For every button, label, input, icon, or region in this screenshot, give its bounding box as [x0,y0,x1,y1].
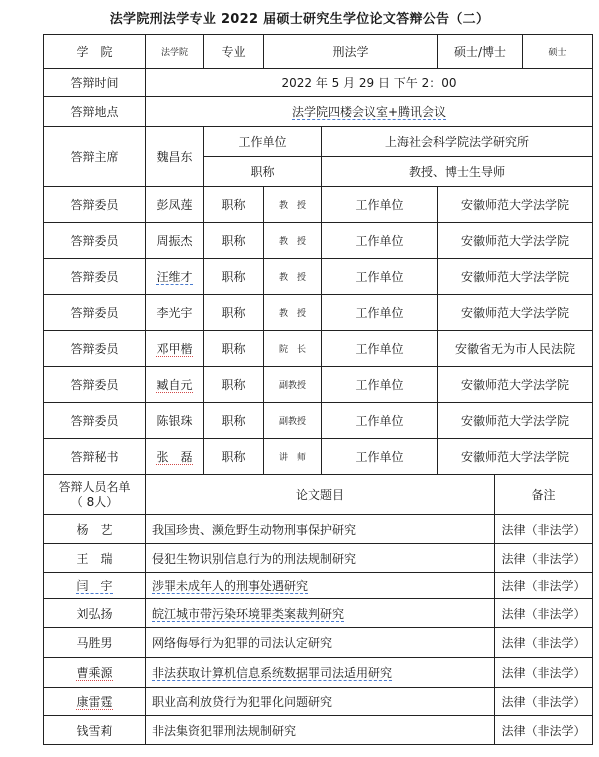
candidate-name-text: 曹乘源 [76,666,113,680]
candidate-topic: 侵犯生物识别信息行为的刑法规制研究 [146,544,495,573]
member-title-label: 职称 [204,331,264,367]
major-value: 刑法学 [264,35,438,69]
member-title: 教 授 [264,187,322,223]
member-unit-label: 工作单位 [322,259,438,295]
candidate-row [44,688,593,716]
member-unit: 安徽师范大学法学院 [438,295,593,331]
member-name [146,331,204,367]
member-name: 李光宇 [146,295,204,331]
member-title: 教 授 [264,223,322,259]
college-value: 法学院 [146,35,204,69]
candidate-name [44,658,146,688]
candidate-topic: 网络侮辱行为犯罪的司法认定研究 [146,628,495,658]
candidate-topic-text: 涉罪未成年人的刑事处遇研究 [152,579,309,593]
member-unit-label: 工作单位 [322,367,438,403]
member-unit: 安徽师范大学法学院 [438,223,593,259]
member-name-text: 邓甲楷 [156,342,193,356]
candidate-note: 法律（非法学） [495,599,593,628]
note-header: 备注 [495,475,593,515]
member-unit: 安徽师范大学法学院 [438,403,593,439]
candidate-name: 钱雪莉 [44,716,146,745]
candidate-row [44,716,593,745]
degree-label: 硕士/博士 [438,35,523,69]
member-row [44,403,593,439]
candidate-name: 杨 艺 [44,515,146,544]
member-name [146,367,204,403]
member-name: 周振杰 [146,223,204,259]
member-title: 副教授 [264,367,322,403]
member-title-label: 职称 [204,223,264,259]
member-row [44,439,593,475]
candidate-topic-text: 皖江城市带污染环境罪类案裁判研究 [152,606,345,621]
candidate-row [44,658,593,688]
member-title: 教 授 [264,259,322,295]
chair-title-label: 职称 [204,157,322,187]
chair-name: 魏昌东 [146,127,204,187]
candidate-note: 法律（非法学） [495,688,593,716]
candidate-note: 法律（非法学） [495,515,593,544]
member-name [146,259,204,295]
candidate-name: 王 瑞 [44,544,146,573]
member-title-label: 职称 [204,439,264,475]
member-unit-label: 工作单位 [322,187,438,223]
member-unit-label: 工作单位 [322,223,438,259]
candidate-topic-text: 非法获取计算机信息系统数据罪司法适用研究 [152,666,393,680]
member-unit-label: 工作单位 [322,403,438,439]
member-title-label: 职称 [204,403,264,439]
member-name: 陈银珠 [146,403,204,439]
member-unit-label: 工作单位 [322,331,438,367]
member-name-text: 张 磊 [156,450,193,464]
member-title-label: 职称 [204,259,264,295]
candidate-topic [146,658,495,688]
place-label: 答辩地点 [44,97,146,127]
candidate-row [44,515,593,544]
candidates-label [44,475,146,515]
degree-value: 硕士 [523,35,593,69]
member-title: 副教授 [264,403,322,439]
candidate-name [44,573,146,599]
chair-unit-label: 工作单位 [204,127,322,157]
member-unit: 安徽师范大学法学院 [438,259,593,295]
member-title-label: 职称 [204,367,264,403]
candidate-topic: 职业高利放贷行为犯罪化问题研究 [146,688,495,716]
member-title: 院 长 [264,331,322,367]
time-label: 答辩时间 [44,69,146,97]
defense-announcement-table [43,34,593,745]
candidate-topic: 我国珍贵、濒危野生动物刑事保护研究 [146,515,495,544]
candidate-name: 马胜男 [44,628,146,658]
candidate-name [44,688,146,716]
member-title: 教 授 [264,295,322,331]
member-row [44,259,593,295]
candidate-row [44,599,593,628]
member-unit-label: 工作单位 [322,295,438,331]
chair-title-value: 教授、博士生导师 [322,157,593,187]
candidate-topic [146,573,495,599]
chair-row [44,127,593,157]
place-value [146,97,593,127]
member-unit-label: 工作单位 [322,439,438,475]
page-title: 法学院刑法学专业 2022 届硕士研究生学位论文答辩公告（二） [109,12,490,27]
candidate-name-text: 康雷霆 [76,695,113,709]
member-name-text: 臧自元 [156,378,193,392]
time-row [44,69,593,97]
member-role: 答辩委员 [44,223,146,259]
place-row [44,97,593,127]
college-row [44,35,593,69]
candidate-topic: 非法集资犯罪刑法规制研究 [146,716,495,745]
member-name-text: 汪维才 [156,270,193,284]
member-title: 讲 师 [264,439,322,475]
member-row [44,187,593,223]
candidates-label-line2: （ 8人） [70,494,119,509]
member-title-label: 职称 [204,187,264,223]
chair-label: 答辩主席 [44,127,146,187]
candidate-row [44,544,593,573]
member-unit: 安徽师范大学法学院 [438,187,593,223]
member-unit: 安徽师范大学法学院 [438,439,593,475]
college-label: 学 院 [44,35,146,69]
major-label: 专业 [204,35,264,69]
candidate-name: 刘弘扬 [44,599,146,628]
member-role: 答辩委员 [44,331,146,367]
member-unit: 安徽师范大学法学院 [438,367,593,403]
candidate-name-text: 闫 宇 [76,579,113,593]
candidate-note: 法律（非法学） [495,544,593,573]
candidate-topic [146,599,495,628]
candidate-note: 法律（非法学） [495,573,593,599]
member-role: 答辩秘书 [44,439,146,475]
candidate-row [44,573,593,599]
member-title-label: 职称 [204,295,264,331]
candidates-label-line1: 答辩人员名单 [58,479,131,494]
member-row [44,367,593,403]
member-row [44,331,593,367]
member-unit: 安徽省无为市人民法院 [438,331,593,367]
candidate-row [44,628,593,658]
place-value-text: 法学院四楼会议室+腾讯会议 [291,105,447,119]
member-name [146,439,204,475]
time-value: 2022 年 5 月 29 日 下午 2：00 [146,69,593,97]
candidate-note: 法律（非法学） [495,716,593,745]
candidates-header-row [44,475,593,515]
member-role: 答辩委员 [44,187,146,223]
candidate-note: 法律（非法学） [495,658,593,688]
member-row [44,223,593,259]
candidate-note: 法律（非法学） [495,628,593,658]
chair-unit-value: 上海社会科学院法学研究所 [322,127,593,157]
member-role: 答辩委员 [44,259,146,295]
member-role: 答辩委员 [44,295,146,331]
member-role: 答辩委员 [44,403,146,439]
topic-header: 论文题目 [146,475,495,515]
member-row [44,295,593,331]
member-name: 彭凤莲 [146,187,204,223]
member-role: 答辩委员 [44,367,146,403]
